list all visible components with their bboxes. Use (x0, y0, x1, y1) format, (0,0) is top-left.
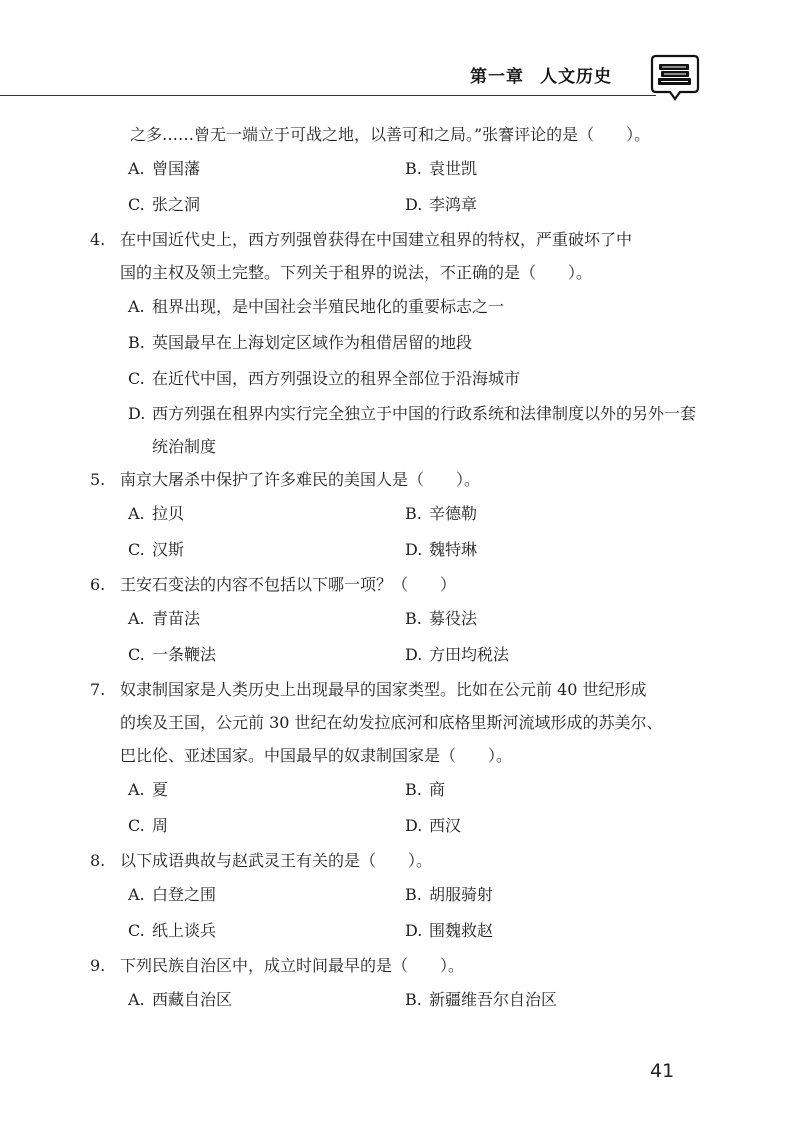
question-text-line: 南京大屠杀中保护了许多难民的美国人是（ ）。 (120, 470, 481, 489)
question-5 (90, 463, 710, 568)
question-text-line: 下列民族自治区中，成立时间最早的是（ ）。 (120, 956, 465, 975)
option-d: D. 李鸿章 (405, 195, 478, 214)
question-text-line: 王安石变法的内容不包括以下哪一项？（ ） (120, 575, 457, 594)
question-number: 6. (90, 575, 106, 594)
question-4 (90, 223, 710, 463)
option-b: B. 新疆维吾尔自治区 (405, 990, 558, 1009)
option-d: D. 方田均税法 (405, 645, 510, 664)
question-text-line: 以下成语典故与赵武灵王有关的是（ ）。 (120, 851, 433, 870)
question-8 (90, 844, 710, 949)
option-d: D. 西汉 (405, 816, 462, 835)
answer-options (90, 601, 710, 673)
answer-options (90, 877, 710, 949)
option-c: C. 张之洞 (128, 195, 201, 214)
question-number: 7. (90, 680, 106, 699)
page-header (0, 0, 800, 100)
option-c: C. 汉斯 (128, 540, 185, 559)
option-c: C. 在近代中国，西方列强设立的租界全部位于沿海城市 (128, 369, 521, 388)
answer-options (90, 496, 710, 568)
chapter-number: 第一章 (470, 67, 524, 87)
question-3-continuation (90, 118, 710, 223)
question-text-line: 的埃及王国，公元前 30 世纪在幼发拉底河和底格里斯河流域形成的苏美尔、 (120, 713, 663, 732)
option-c: C. 周 (128, 816, 169, 835)
option-c: C. 一条鞭法 (128, 645, 217, 664)
question-7 (90, 673, 710, 844)
question-text-line: 在中国近代史上，西方列强曾获得在中国建立租界的特权，严重破坏了中 (120, 230, 633, 249)
chapter-heading (470, 62, 612, 87)
chapter-title: 人文历史 (540, 67, 612, 87)
page-number: 41 (650, 1060, 675, 1082)
answer-options (90, 982, 710, 1018)
answer-options (90, 151, 710, 223)
option-a: A. 拉贝 (128, 504, 185, 523)
question-9 (90, 949, 710, 1018)
option-a: A. 西藏自治区 (128, 990, 233, 1009)
option-a: A. 曾国藩 (128, 159, 201, 178)
question-number: 8. (90, 851, 106, 870)
option-b: B. 募役法 (405, 609, 478, 628)
question-text-line: 巴比伦、亚述国家。中国最早的奴隶制国家是（ ）。 (120, 746, 513, 765)
option-b: B. 辛德勒 (405, 504, 478, 523)
question-list (90, 118, 710, 1018)
answer-options (90, 289, 710, 463)
option-a: A. 白登之围 (128, 885, 217, 904)
option-a: A. 夏 (128, 780, 169, 799)
question-text-line: 奴隶制国家是人类历史上出现最早的国家类型。比如在公元前 40 世纪形成 (120, 680, 647, 699)
option-b: B. 胡服骑射 (405, 885, 494, 904)
question-text-line: 之多……曾无一端立于可战之地，以善可和之局。”张謇评论的是（ ）。 (130, 125, 651, 144)
question-number: 9. (90, 956, 106, 975)
option-c: C. 纸上谈兵 (128, 921, 217, 940)
option-b: B. 袁世凯 (405, 159, 478, 178)
option-b: B. 英国最早在上海划定区域作为租借居留的地段 (128, 333, 473, 352)
header-rule (0, 95, 656, 96)
option-d: D. 西方列强在租界内实行完全独立于中国的行政系统和法律制度以外的另外一套统治制度 (128, 404, 697, 456)
question-number: 4. (90, 230, 106, 249)
answer-options (90, 772, 710, 844)
option-d: D. 魏特琳 (405, 540, 478, 559)
question-number: 5. (90, 470, 106, 489)
question-6 (90, 568, 710, 673)
option-a: A. 青苗法 (128, 609, 201, 628)
book-stack-icon (650, 52, 700, 104)
option-b: B. 商 (405, 780, 446, 799)
question-text-line: 国的主权及领土完整。下列关于租界的说法，不正确的是（ ）。 (120, 263, 593, 282)
option-a: A. 租界出现，是中国社会半殖民地化的重要标志之一 (128, 297, 505, 316)
option-d: D. 围魏救赵 (405, 921, 494, 940)
